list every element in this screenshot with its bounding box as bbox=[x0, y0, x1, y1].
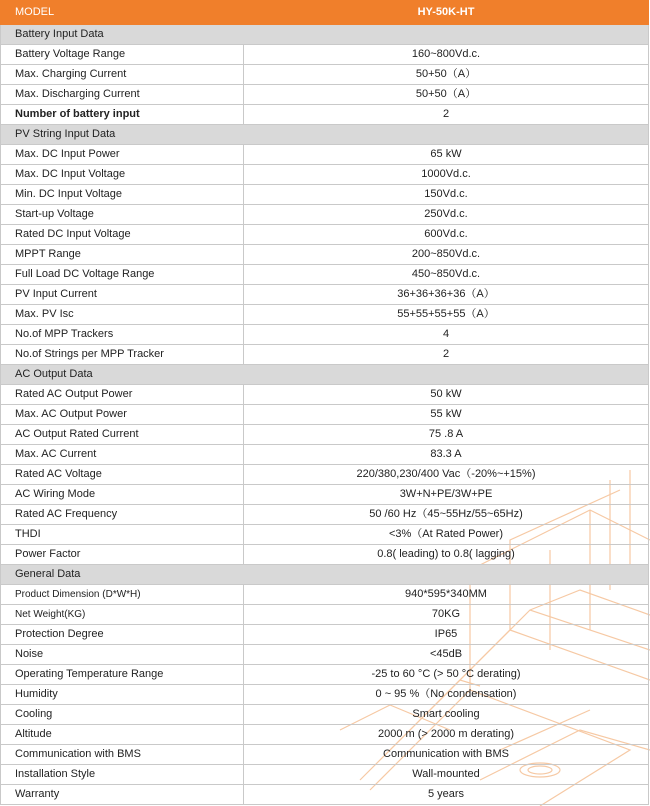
spec-value: 2 bbox=[244, 105, 649, 125]
spec-value: 200~850Vd.c. bbox=[244, 245, 649, 265]
table-row bbox=[1, 305, 649, 325]
table-row bbox=[1, 465, 649, 485]
table-row bbox=[1, 545, 649, 565]
table-row bbox=[1, 485, 649, 505]
spec-value: 0 ~ 95 %（No condensation) bbox=[244, 685, 649, 705]
spec-value: <45dB bbox=[244, 645, 649, 665]
spec-label: THDI bbox=[1, 525, 244, 545]
table-row bbox=[1, 405, 649, 425]
spec-value: 50 /60 Hz（45~55Hz/55~65Hz) bbox=[244, 505, 649, 525]
section-row-general bbox=[1, 565, 649, 585]
spec-label: Rated AC Frequency bbox=[1, 505, 244, 525]
spec-label: Max. DC Input Power bbox=[1, 145, 244, 165]
spec-value: 50+50（A） bbox=[244, 85, 649, 105]
spec-value: 36+36+36+36（A） bbox=[244, 285, 649, 305]
spec-label: Start-up Voltage bbox=[1, 205, 244, 225]
table-row bbox=[1, 665, 649, 685]
spec-value: 75 .8 A bbox=[244, 425, 649, 445]
table-row bbox=[1, 645, 649, 665]
table-row bbox=[1, 105, 649, 125]
spec-value: Smart cooling bbox=[244, 705, 649, 725]
table-row bbox=[1, 145, 649, 165]
spec-value: 65 kW bbox=[244, 145, 649, 165]
spec-value: 940*595*340MM bbox=[244, 585, 649, 605]
section-row-pv-input bbox=[1, 125, 649, 145]
table-header-row bbox=[1, 1, 649, 25]
section-title: Battery Input Data bbox=[1, 25, 649, 45]
spec-label: Warranty bbox=[1, 785, 244, 805]
spec-label: Max. AC Output Power bbox=[1, 405, 244, 425]
table-row bbox=[1, 225, 649, 245]
spec-value: 55 kW bbox=[244, 405, 649, 425]
section-title: AC Output Data bbox=[1, 365, 649, 385]
table-row bbox=[1, 165, 649, 185]
spec-label: Full Load DC Voltage Range bbox=[1, 265, 244, 285]
spec-label: Power Factor bbox=[1, 545, 244, 565]
spec-label: Net Weight(KG) bbox=[1, 605, 244, 625]
spec-value: 3W+N+PE/3W+PE bbox=[244, 485, 649, 505]
spec-label: No.of MPP Trackers bbox=[1, 325, 244, 345]
table-row bbox=[1, 445, 649, 465]
table-row bbox=[1, 505, 649, 525]
spec-value: 0.8( leading) to 0.8( lagging) bbox=[244, 545, 649, 565]
spec-label: Rated AC Voltage bbox=[1, 465, 244, 485]
spec-value: 83.3 A bbox=[244, 445, 649, 465]
table-row bbox=[1, 185, 649, 205]
spec-label: Battery Voltage Range bbox=[1, 45, 244, 65]
spec-value: IP65 bbox=[244, 625, 649, 645]
spec-label: Max. AC Current bbox=[1, 445, 244, 465]
spec-label: Rated AC Output Power bbox=[1, 385, 244, 405]
section-row-battery-input bbox=[1, 25, 649, 45]
table-row bbox=[1, 425, 649, 445]
spec-value: 50+50（A） bbox=[244, 65, 649, 85]
table-row bbox=[1, 325, 649, 345]
table-row bbox=[1, 205, 649, 225]
spec-label: Cooling bbox=[1, 705, 244, 725]
spec-label: Communication with BMS bbox=[1, 745, 244, 765]
table-row bbox=[1, 765, 649, 785]
table-row bbox=[1, 245, 649, 265]
spec-label: Installation Style bbox=[1, 765, 244, 785]
table-row bbox=[1, 705, 649, 725]
spec-value: 1000Vd.c. bbox=[244, 165, 649, 185]
spec-label: Max. Charging Current bbox=[1, 65, 244, 85]
spec-value: <3%（At Rated Power) bbox=[244, 525, 649, 545]
spec-value: 5 years bbox=[244, 785, 649, 805]
header-model-label: MODEL bbox=[1, 1, 244, 25]
table-row bbox=[1, 605, 649, 625]
spec-value: -25 to 60 °C (> 50 °C derating) bbox=[244, 665, 649, 685]
table-row bbox=[1, 45, 649, 65]
spec-label: Max. Discharging Current bbox=[1, 85, 244, 105]
spec-label: Max. PV Isc bbox=[1, 305, 244, 325]
table-row bbox=[1, 625, 649, 645]
spec-value: 160~800Vd.c. bbox=[244, 45, 649, 65]
table-row bbox=[1, 785, 649, 805]
spec-value: 70KG bbox=[244, 605, 649, 625]
spec-label: Humidity bbox=[1, 685, 244, 705]
spec-label: Altitude bbox=[1, 725, 244, 745]
spec-label: AC Output Rated Current bbox=[1, 425, 244, 445]
section-title: General Data bbox=[1, 565, 649, 585]
spec-value: 50 kW bbox=[244, 385, 649, 405]
spec-value: Communication with BMS bbox=[244, 745, 649, 765]
spec-label: No.of Strings per MPP Tracker bbox=[1, 345, 244, 365]
section-row-ac-output bbox=[1, 365, 649, 385]
spec-value: 2000 m (> 2000 m derating) bbox=[244, 725, 649, 745]
section-title: PV String Input Data bbox=[1, 125, 649, 145]
table-row bbox=[1, 345, 649, 365]
spec-value: 220/380,230/400 Vac（-20%~+15%) bbox=[244, 465, 649, 485]
spec-label: PV Input Current bbox=[1, 285, 244, 305]
spec-label: Noise bbox=[1, 645, 244, 665]
spec-value: 600Vd.c. bbox=[244, 225, 649, 245]
spec-value: Wall-mounted bbox=[244, 765, 649, 785]
table-row bbox=[1, 725, 649, 745]
spec-label: Protection Degree bbox=[1, 625, 244, 645]
spec-label: MPPT Range bbox=[1, 245, 244, 265]
header-model-value: HY-50K-HT bbox=[244, 1, 649, 25]
table-row bbox=[1, 85, 649, 105]
spec-label: Min. DC Input Voltage bbox=[1, 185, 244, 205]
spec-value: 450~850Vd.c. bbox=[244, 265, 649, 285]
table-row bbox=[1, 65, 649, 85]
table-row bbox=[1, 525, 649, 545]
spec-value: 2 bbox=[244, 345, 649, 365]
spec-value: 250Vd.c. bbox=[244, 205, 649, 225]
spec-label: Max. DC Input Voltage bbox=[1, 165, 244, 185]
spec-label: Operating Temperature Range bbox=[1, 665, 244, 685]
table-row bbox=[1, 385, 649, 405]
table-row bbox=[1, 585, 649, 605]
spec-label: Rated DC Input Voltage bbox=[1, 225, 244, 245]
spec-value: 55+55+55+55（A） bbox=[244, 305, 649, 325]
table-row bbox=[1, 285, 649, 305]
spec-value: 150Vd.c. bbox=[244, 185, 649, 205]
spec-label: Product Dimension (D*W*H) bbox=[1, 585, 244, 605]
table-row bbox=[1, 265, 649, 285]
table-row bbox=[1, 745, 649, 765]
spec-value: 4 bbox=[244, 325, 649, 345]
table-row bbox=[1, 685, 649, 705]
spec-label: Number of battery input bbox=[1, 105, 244, 125]
spec-label: AC Wiring Mode bbox=[1, 485, 244, 505]
